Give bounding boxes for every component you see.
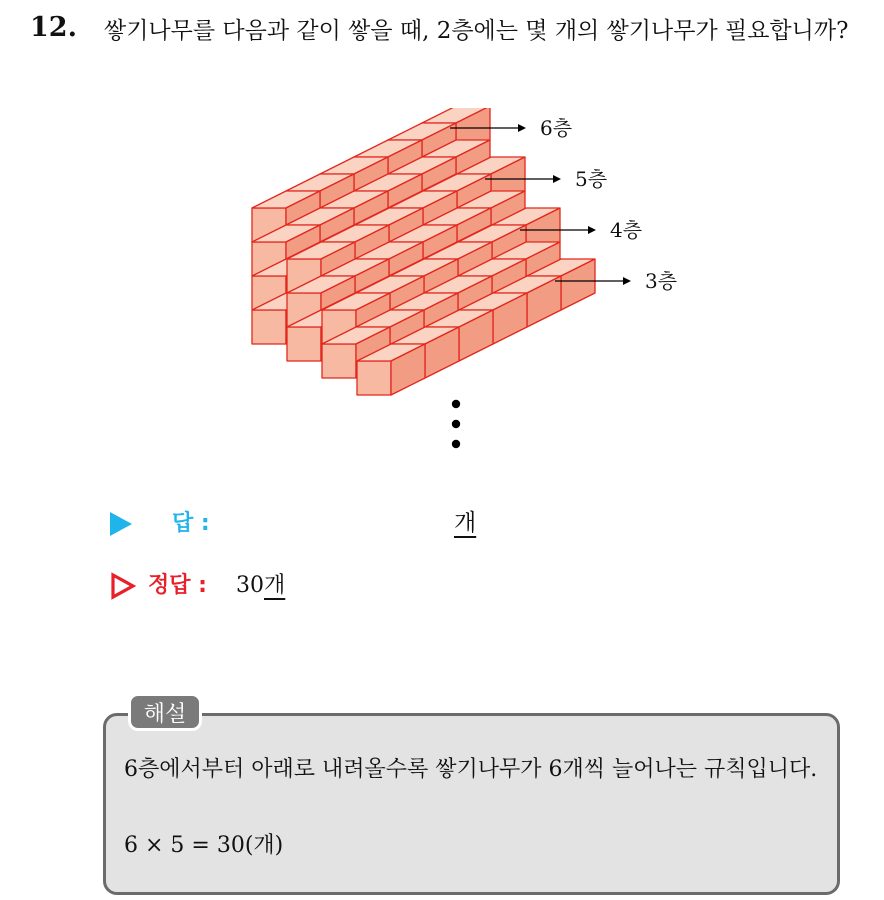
cube-r1-c0-l0-front [287,327,321,361]
ellipsis-dot [452,440,460,448]
layer-label: 3층 [645,269,678,293]
answer-unit-text: 개 [454,510,477,536]
answer-unit[interactable] [454,504,476,537]
layer-label: 4층 [610,218,643,242]
correct-label: 정답 : [148,573,207,598]
layer-arrow-head [518,124,526,132]
answer-row [110,504,610,544]
ellipsis-dots [452,400,460,448]
ellipsis-dot [452,400,460,408]
explanation-box [103,713,840,895]
explanation-tab: 해설 [128,693,202,731]
correct-unit: 개 [264,573,286,598]
question-text: 쌓기나무를 다음과 같이 쌓을 때, 2층에는 몇 개의 쌓기나무가 필요합니까? [104,18,849,44]
layer-label: 5층 [575,167,608,191]
correct-value: 30 [236,573,264,598]
play-icon [110,512,132,536]
ellipsis-dot [452,420,460,428]
cube-r2-c0-l0-front [322,344,356,378]
correct-value-wrap [236,568,285,599]
answer-label: 답 : [172,511,210,536]
correct-answer-row [110,566,610,606]
question-number: 12. [30,12,77,43]
explanation-text: 6층에서부터 아래로 내려올수록 쌓기나무가 6개씩 늘어나는 규칙입니다. [124,757,818,782]
outline-triangle-icon [110,572,136,600]
layer-arrow-head [623,277,631,285]
layer-label: 6층 [540,116,573,140]
stacked-cubes-figure [240,108,720,458]
cube-r0-c0-l0-front [252,310,286,344]
cube-r3-c0-l0-front [357,361,391,395]
layer-arrow-head [588,226,596,234]
explanation-formula: 6 × 5 = 30(개) [124,833,284,858]
cube-stack [252,108,595,395]
layer-arrow-head [553,175,561,183]
